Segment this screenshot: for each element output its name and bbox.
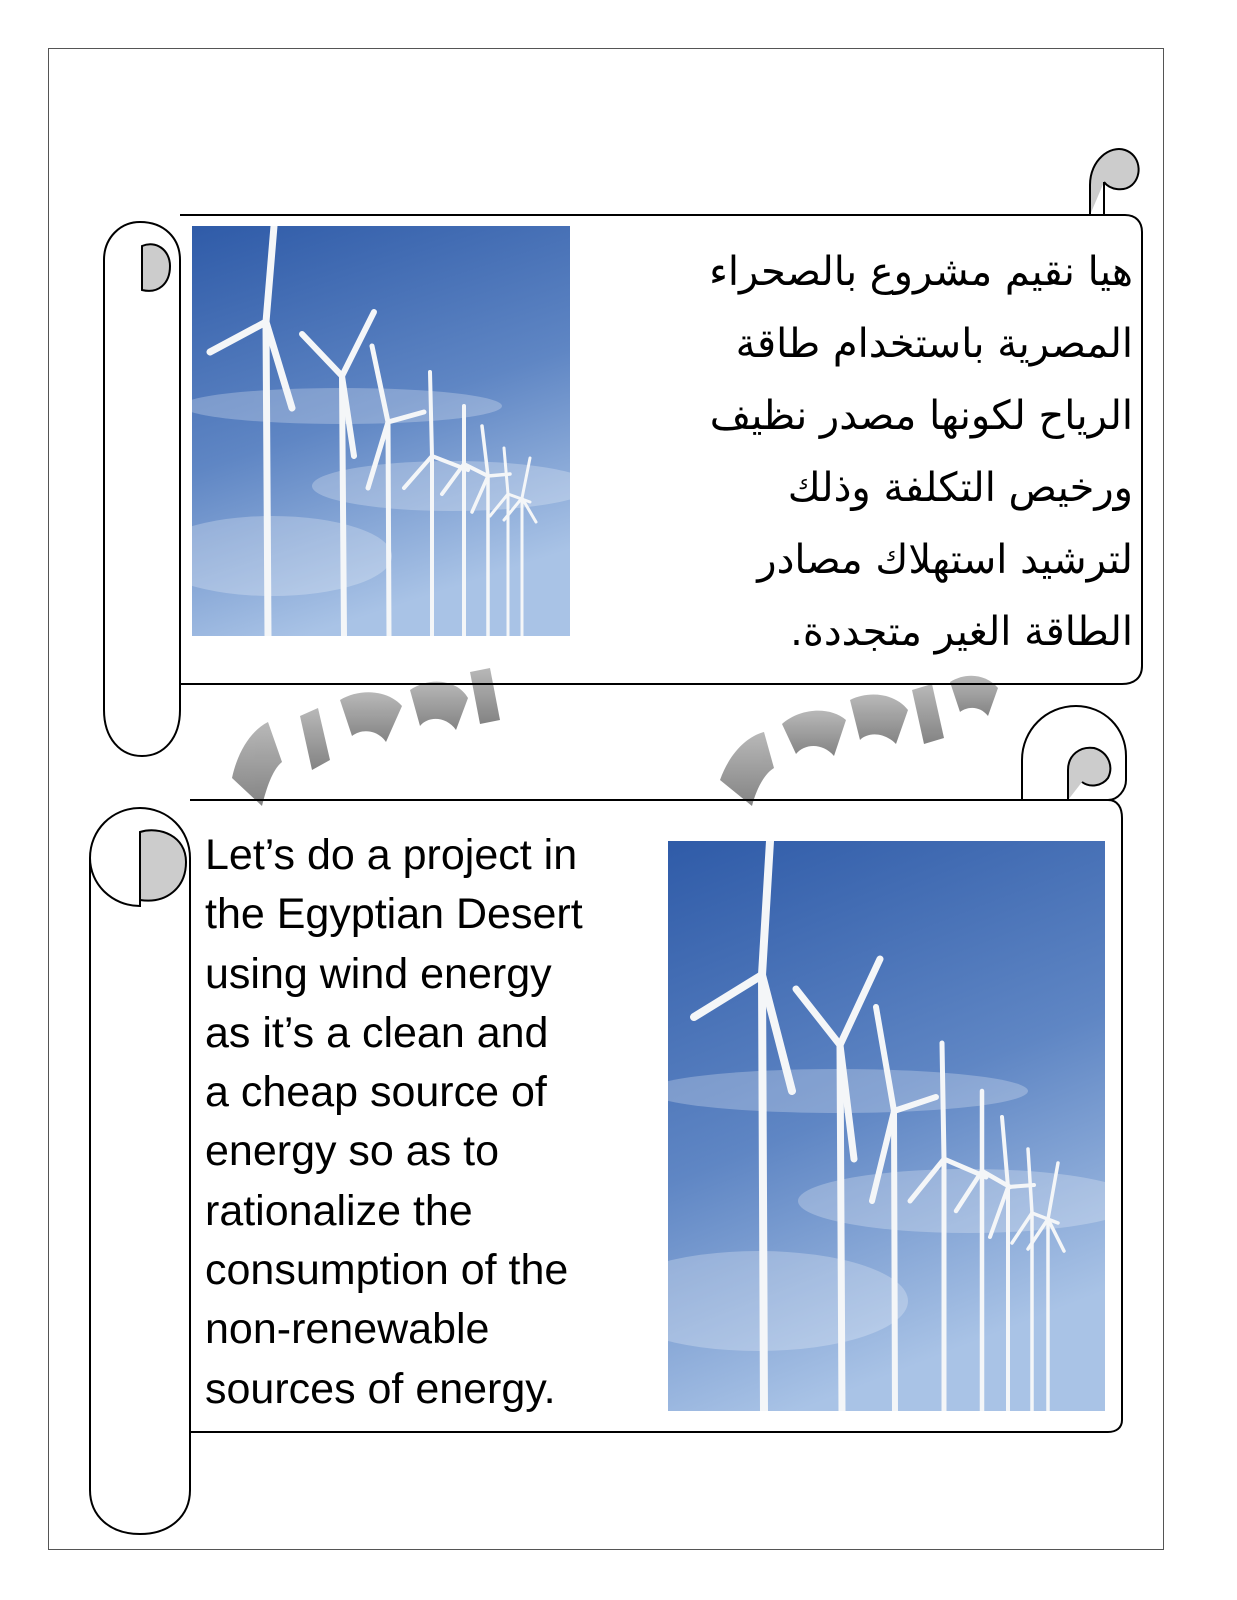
wind-turbines-photo xyxy=(192,226,570,636)
english-line: Let’s do a project in xyxy=(205,831,578,879)
english-line: using wind energy xyxy=(205,949,552,998)
wind-turbines-photo-bottom xyxy=(668,841,1105,1411)
arabic-line: ورخيص التكلفة وذلك xyxy=(787,465,1133,511)
english-line: a cheap source of xyxy=(205,1068,547,1117)
arabic-line: الطاقة الغير متجددة. xyxy=(790,609,1133,655)
english-line: rationalize the xyxy=(205,1186,473,1235)
english-line: as it’s a clean and xyxy=(205,1008,549,1057)
english-line: the Egyptian Desert xyxy=(205,890,583,939)
english-line: consumption of the xyxy=(205,1246,569,1295)
watermark-graphic xyxy=(232,668,998,806)
arabic-paragraph xyxy=(578,236,1133,666)
arabic-line: لترشيد استهلاك مصادر xyxy=(757,537,1133,583)
english-line: sources of energy. xyxy=(205,1364,556,1413)
english-line: energy so as to xyxy=(205,1127,500,1176)
arabic-line: هيا نقيم مشروع بالصحراء xyxy=(709,249,1133,295)
wind-turbines-photo xyxy=(668,841,1105,1411)
arabic-line: الرياح لكونها مصدر نظيف xyxy=(709,393,1133,439)
english-line: non-renewable xyxy=(205,1305,490,1354)
wind-turbines-photo-top xyxy=(192,226,570,636)
arabic-line: المصرية باستخدام طاقة xyxy=(735,321,1133,367)
english-paragraph xyxy=(205,826,665,1416)
